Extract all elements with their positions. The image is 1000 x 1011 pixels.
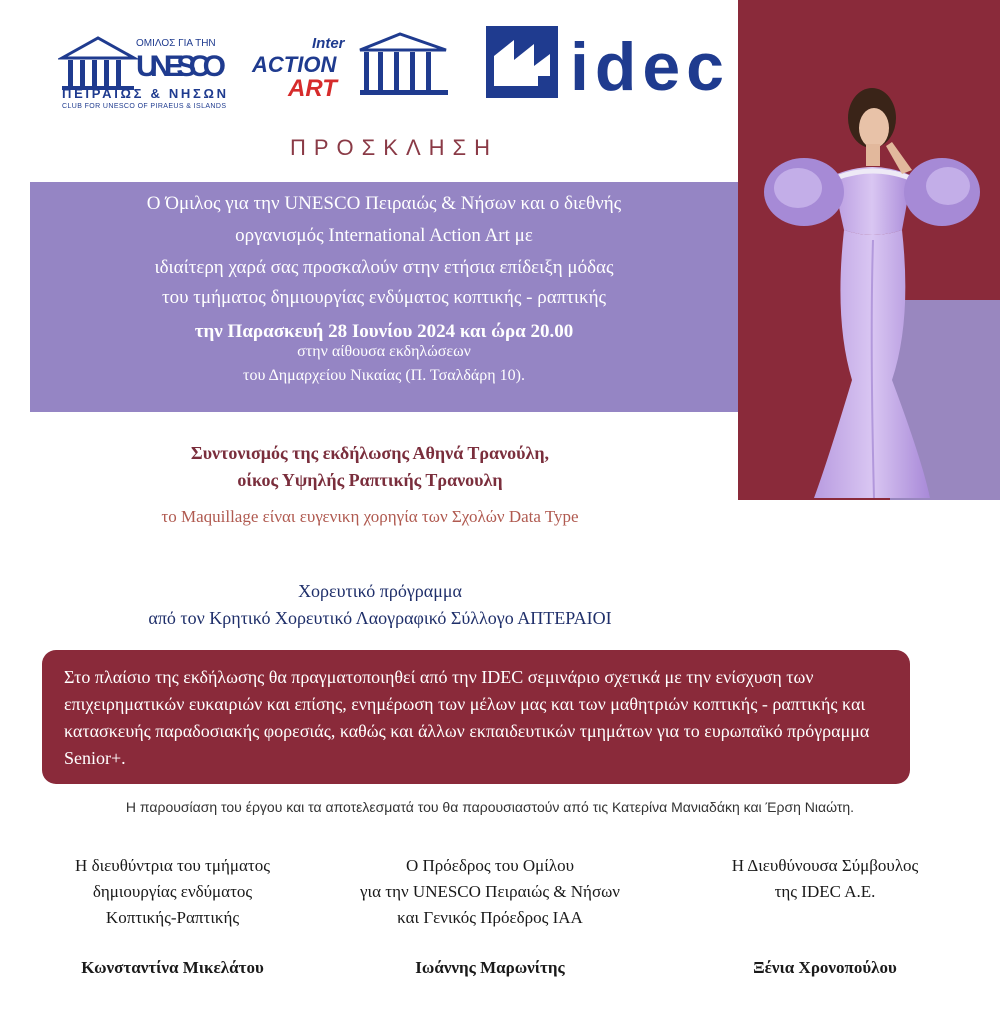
seminar-text: Στο πλαίσιο της εκδήλωσης θα πραγματοποιηθεί από την IDEC σεμινάριο σχετικά με την ενίσχυση των επιχειρηματικών ευκαιριών και επίσης, ενημέρωση των μέλων μας και των μαθητριών κοπτικής - ραπτικής και κατασκευής παραδοσιακής φορεσιάς, καθώς και άλλων εκπαιδευτικών τμημάτων για το ευρωπαϊκό πρόγραμμα Senior+.: [64, 667, 870, 768]
signatory-2: [330, 853, 650, 977]
signatory-1: [30, 853, 315, 977]
seminar-box: [42, 650, 910, 784]
event-date: την Παρασκευή 28 Ιουνίου 2024 και ώρα 20.00: [194, 321, 574, 342]
fashion-model-illustration: [752, 80, 984, 500]
signatory-role-line: Ο Πρόεδρος του Ομίλου: [405, 856, 575, 875]
unesco-logo-main-text: UNESCO: [136, 50, 226, 83]
signatory-3: [690, 853, 960, 977]
idec-logo: [486, 26, 728, 98]
event-venue-2: του Δημαρχείου Νικαίας (Π. Τσαλδάρη 10).: [243, 367, 525, 384]
coordination-line-1: Συντονισμός της εκδήλωσης Αθηνά Τρανούλη,: [190, 443, 550, 463]
makeup-sponsor-note: το Maquillage είναι ευγενικη χορηγία των Σχολών Data Type: [161, 507, 579, 526]
signatory-name: Ιωάννης Μαρωνίτης: [415, 958, 565, 977]
unesco-logo-sub-text: ΠΕΙΡΑΙΩΣ & ΝΗΣΩΝ: [62, 86, 226, 101]
dance-program: [80, 578, 680, 632]
iaa-logo-art: ART: [288, 75, 337, 100]
idec-logo-text: idec: [570, 29, 724, 98]
dance-program-line-1: Χορευτικό πρόγραμμα: [298, 581, 462, 601]
signatory-name: Ξένια Χρονοπούλου: [753, 958, 897, 977]
invitation-line-2: οργανισμός International Action Art με: [235, 225, 533, 246]
iaa-logo-inter: Inter: [312, 35, 345, 52]
unesco-logo-caption: CLUB FOR UNESCO OF PIRAEUS & ISLANDS: [62, 103, 226, 110]
unesco-club-logo: [58, 28, 228, 110]
dance-program-line-2: από τον Κρητικό Χορευτικό Λαογραφικό Σύλλογο ΑΠΤΕΡΑΙΟΙ: [148, 608, 612, 628]
presentation-note: Η παρουσίαση του έργου και τα αποτελεσματά του θα παρουσιαστούν από τις Κατερίνα Μανιαδάκη και Έρση Νιαώτη.: [125, 799, 855, 815]
page-title: ΠΡΟΣΚΛΗΣΗ: [290, 135, 499, 160]
invitation-line-4: του τμήματος δημιουργίας ενδύματος κοπτικής - ραπτικής: [161, 287, 607, 308]
coordination-line-2: οίκος Υψηλής Ραπτικής Τρανουλη: [237, 470, 503, 490]
international-action-art-logo: [248, 28, 453, 100]
signatory-role-line: Κοπτικής-Ραπτικής: [105, 908, 240, 927]
signatory-role-line: για την UNESCO Πειραιώς & Νήσων: [360, 882, 620, 901]
signatory-role-line: Η Διευθύνουσα Σύμβουλος: [731, 856, 919, 875]
invitation-box: [30, 182, 738, 412]
invitation-line-1: Ο Όμιλος για την UNESCO Πειραιώς & Νήσων και ο διεθνής: [146, 193, 622, 214]
coordination-note: [150, 440, 590, 494]
signatory-role-line: Η διευθύντρια του τμήματος: [75, 856, 270, 875]
unesco-logo-top-text: ΟΜΙΛΟΣ ΓΙΑ ΤΗΝ: [136, 38, 216, 49]
iaa-logo-action: ACTION: [252, 52, 337, 77]
signatory-role-line: δημιουργίας ενδύματος: [92, 882, 253, 901]
signatory-role-line: της IDEC A.E.: [774, 882, 876, 901]
signatory-role-line: και Γενικός Πρόεδρος IAA: [397, 908, 583, 927]
event-venue-1: στην αίθουσα εκδηλώσεων: [297, 343, 471, 360]
invitation-line-3: ιδιαίτερη χαρά σας προσκαλούν στην ετήσια επίδειξη μόδας: [154, 257, 614, 278]
signatory-name: Κωνσταντίνα Μικελάτου: [81, 958, 264, 977]
